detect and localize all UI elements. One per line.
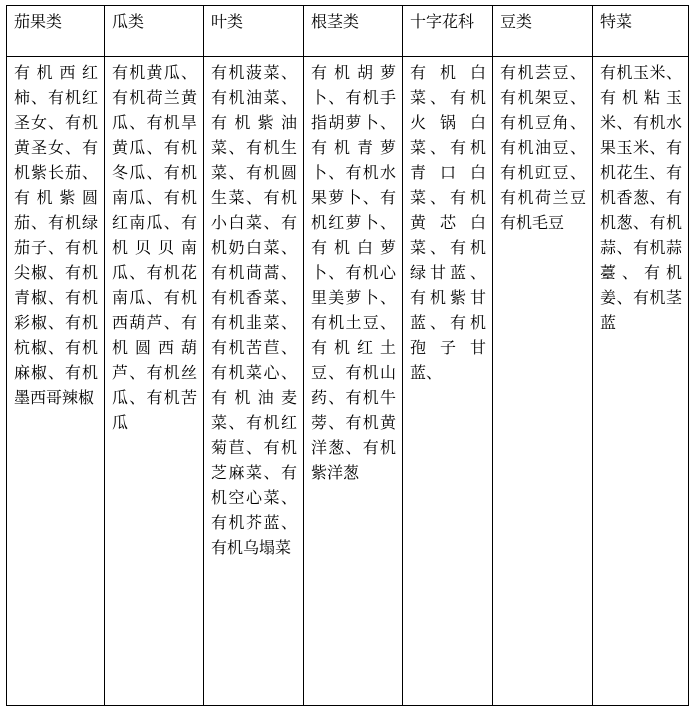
- cell-leafy-items: 有机菠菜、有机油菜、有机紫油菜、有机生菜、有机圆生菜、有机小白菜、有机奶白菜、有机茼蒿、有机香菜、有机韭菜、有机苦苣、有机菜心、有机油麦菜、有机红菊苣、有机芝麻菜、有机空心菜、有机芥蓝、有机乌塌菜: [204, 57, 304, 706]
- cell-beans-items: 有机芸豆、有机架豆、有机豆角、有机油豆、有机豇豆、有机荷兰豆有机毛豆: [493, 57, 593, 706]
- cell-cruciferous-items: 有机白菜、有机火锅白菜、有机青口白菜、有机黄芯白菜、有机绿甘蓝、有机紫甘蓝、有机孢子甘蓝、: [403, 57, 493, 706]
- table-row: [7, 57, 689, 706]
- header-beans: 豆类: [493, 6, 593, 57]
- table-header-row: [7, 6, 689, 57]
- cell-root-stem-items: 有机胡萝卜、有机手指胡萝卜、有机青萝卜、有机水果萝卜、有机红萝卜、有机白萝卜、有机心里美萝卜、有机土豆、有机红土豆、有机山药、有机牛蒡、有机黄洋葱、有机紫洋葱: [304, 57, 403, 706]
- cell-melons-items: 有机黄瓜、有机荷兰黄瓜、有机旱黄瓜、有机冬瓜、有机南瓜、有机红南瓜、有机贝贝南瓜、有机花南瓜、有机西葫芦、有机圆西葫芦、有机丝瓜、有机苦瓜: [105, 57, 204, 706]
- header-root-stem: 根茎类: [304, 6, 403, 57]
- header-solanaceous: 茄果类: [7, 6, 105, 57]
- header-melons: 瓜类: [105, 6, 204, 57]
- vegetable-category-table: [6, 5, 689, 706]
- cell-specialty-items: 有机玉米、有机粘玉米、有机水果玉米、有机花生、有机香葱、有机葱、有机蒜、有机蒜薹、有机姜、有机茎蓝: [593, 57, 689, 706]
- header-leafy: 叶类: [204, 6, 304, 57]
- header-specialty: 特菜: [593, 6, 689, 57]
- header-cruciferous: 十字花科: [403, 6, 493, 57]
- cell-solanaceous-items: 有机西红柿、有机红圣女、有机黄圣女、有机紫长茄、有机紫圆茄、有机绿茄子、有机尖椒、有机青椒、有机彩椒、有机杭椒、有机麻椒、有机墨西哥辣椒: [7, 57, 105, 706]
